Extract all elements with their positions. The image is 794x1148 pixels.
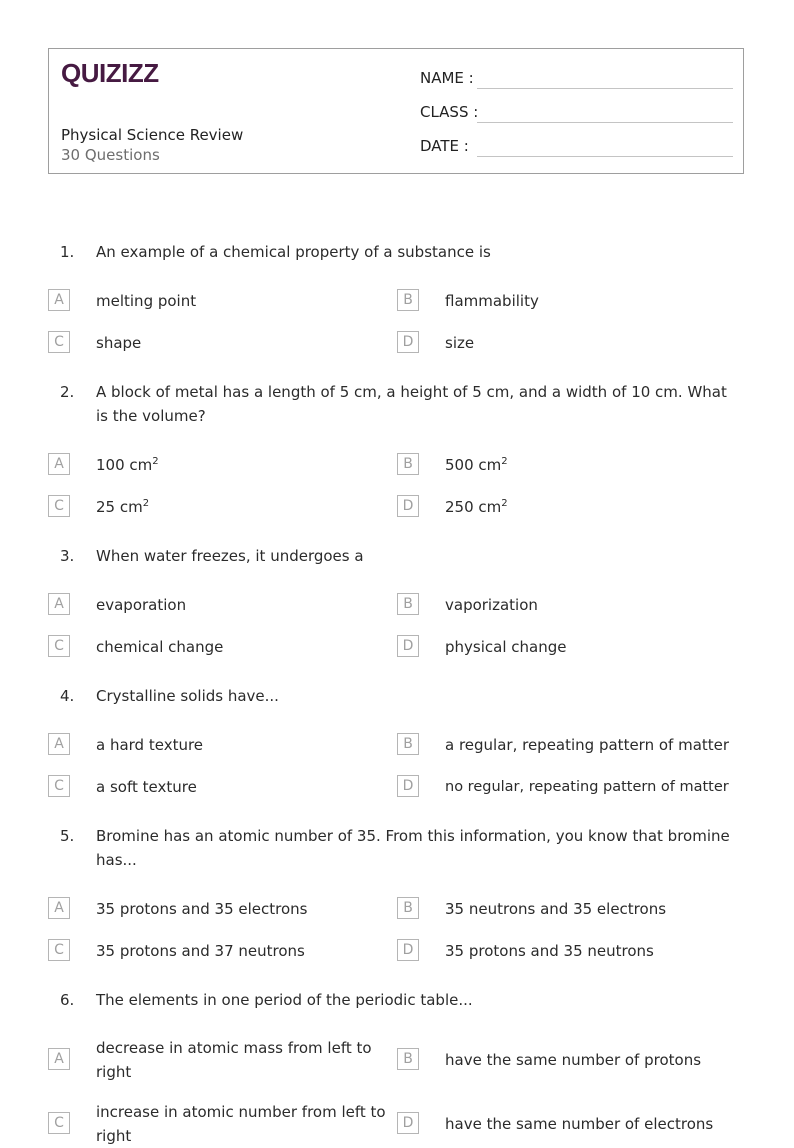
option-value: 500 cm [445,456,502,474]
option-text [96,495,396,519]
question-text: When water freezes, it undergoes a [96,547,364,565]
option-text: flammability [445,292,539,310]
option-letter-box[interactable]: D [397,775,419,797]
option-text: shape [96,334,142,352]
date-label: DATE : [420,137,469,155]
option-letter-box[interactable]: A [48,1048,70,1070]
option-letter-box[interactable]: D [397,939,419,961]
option-text: chemical change [96,638,224,656]
option-value: 25 cm [96,498,143,516]
question-text: Crystalline solids have... [96,687,279,705]
date-field[interactable] [420,137,733,157]
option-letter-box[interactable]: B [397,733,419,755]
option-text: decrease in atomic mass from left to right [96,1039,372,1081]
worksheet-title: Physical Science Review [61,126,244,144]
name-label: NAME : [420,69,474,87]
name-line[interactable] [477,88,733,89]
question-number: 1. [60,243,75,261]
option-letter-box[interactable]: C [48,495,70,517]
option-letter-box[interactable]: C [48,939,70,961]
superscript: 2 [152,456,159,467]
option-value: 100 cm [96,456,153,474]
option-text: physical change [445,638,567,656]
option-text: a regular, repeating pattern of matter [445,736,730,754]
option-letter-box[interactable]: D [397,495,419,517]
option-text: vaporization [445,596,538,614]
option-letter-box[interactable]: B [397,453,419,475]
option-text: size [445,334,475,352]
option-value: 250 cm [445,498,502,516]
name-field[interactable] [420,69,733,89]
option-text: melting point [96,292,197,310]
superscript: 2 [501,498,508,509]
question-text: A block of metal has a length of 5 cm, a height of 5 cm, and a width of 10 cm. What is the volume? [96,383,727,425]
class-line[interactable] [477,122,733,123]
option-text: evaporation [96,596,187,614]
option-text: 35 protons and 37 neutrons [96,942,305,960]
superscript: 2 [501,456,508,467]
question-number: 6. [60,991,75,1009]
question-number: 4. [60,687,75,705]
superscript: 2 [142,498,150,509]
option-text [445,495,745,519]
option-letter-box[interactable]: D [397,1112,419,1134]
option-letter-box[interactable]: C [48,331,70,353]
option-letter-box[interactable]: B [397,897,419,919]
option-text: 35 protons and 35 neutrons [445,942,654,960]
option-text: 35 protons and 35 electrons [96,900,308,918]
option-text: a hard texture [96,736,204,754]
class-label: CLASS : [420,103,479,121]
option-letter-box[interactable]: A [48,289,70,311]
option-letter-box[interactable]: B [397,289,419,311]
option-text: 35 neutrons and 35 electrons [445,900,667,918]
option-letter-box[interactable]: C [48,1112,70,1134]
option-text [445,453,745,477]
question-number: 5. [60,827,75,845]
option-letter-box[interactable]: B [397,593,419,615]
option-letter-box[interactable]: A [48,733,70,755]
quizizz-logo: QUIZIZZ [61,58,159,88]
option-letter-box[interactable]: A [48,453,70,475]
option-letter-box[interactable]: C [48,775,70,797]
option-text: have the same number of electrons [445,1115,714,1133]
option-text: have the same number of protons [445,1051,702,1069]
option-text: increase in atomic number from left to right [96,1103,386,1145]
option-text [96,453,396,477]
date-line[interactable] [477,156,733,157]
question-number: 2. [60,383,75,401]
question-text: Bromine has an atomic number of 35. From this information, you know that bromine has... [96,827,730,869]
option-letter-box[interactable]: D [397,635,419,657]
question-count: 30 Questions [61,146,160,164]
option-letter-box[interactable]: A [48,897,70,919]
option-letter-box[interactable]: C [48,635,70,657]
option-text: a soft texture [96,778,197,796]
question-number: 3. [60,547,75,565]
option-letter-box[interactable]: A [48,593,70,615]
option-letter-box[interactable]: B [397,1048,419,1070]
question-text: The elements in one period of the periodic table... [96,991,473,1009]
class-field[interactable] [420,103,733,123]
question-text: An example of a chemical property of a substance is [96,243,491,261]
option-text: no regular, repeating pattern of matter [445,779,729,795]
option-letter-box[interactable]: D [397,331,419,353]
worksheet-header [48,48,744,174]
